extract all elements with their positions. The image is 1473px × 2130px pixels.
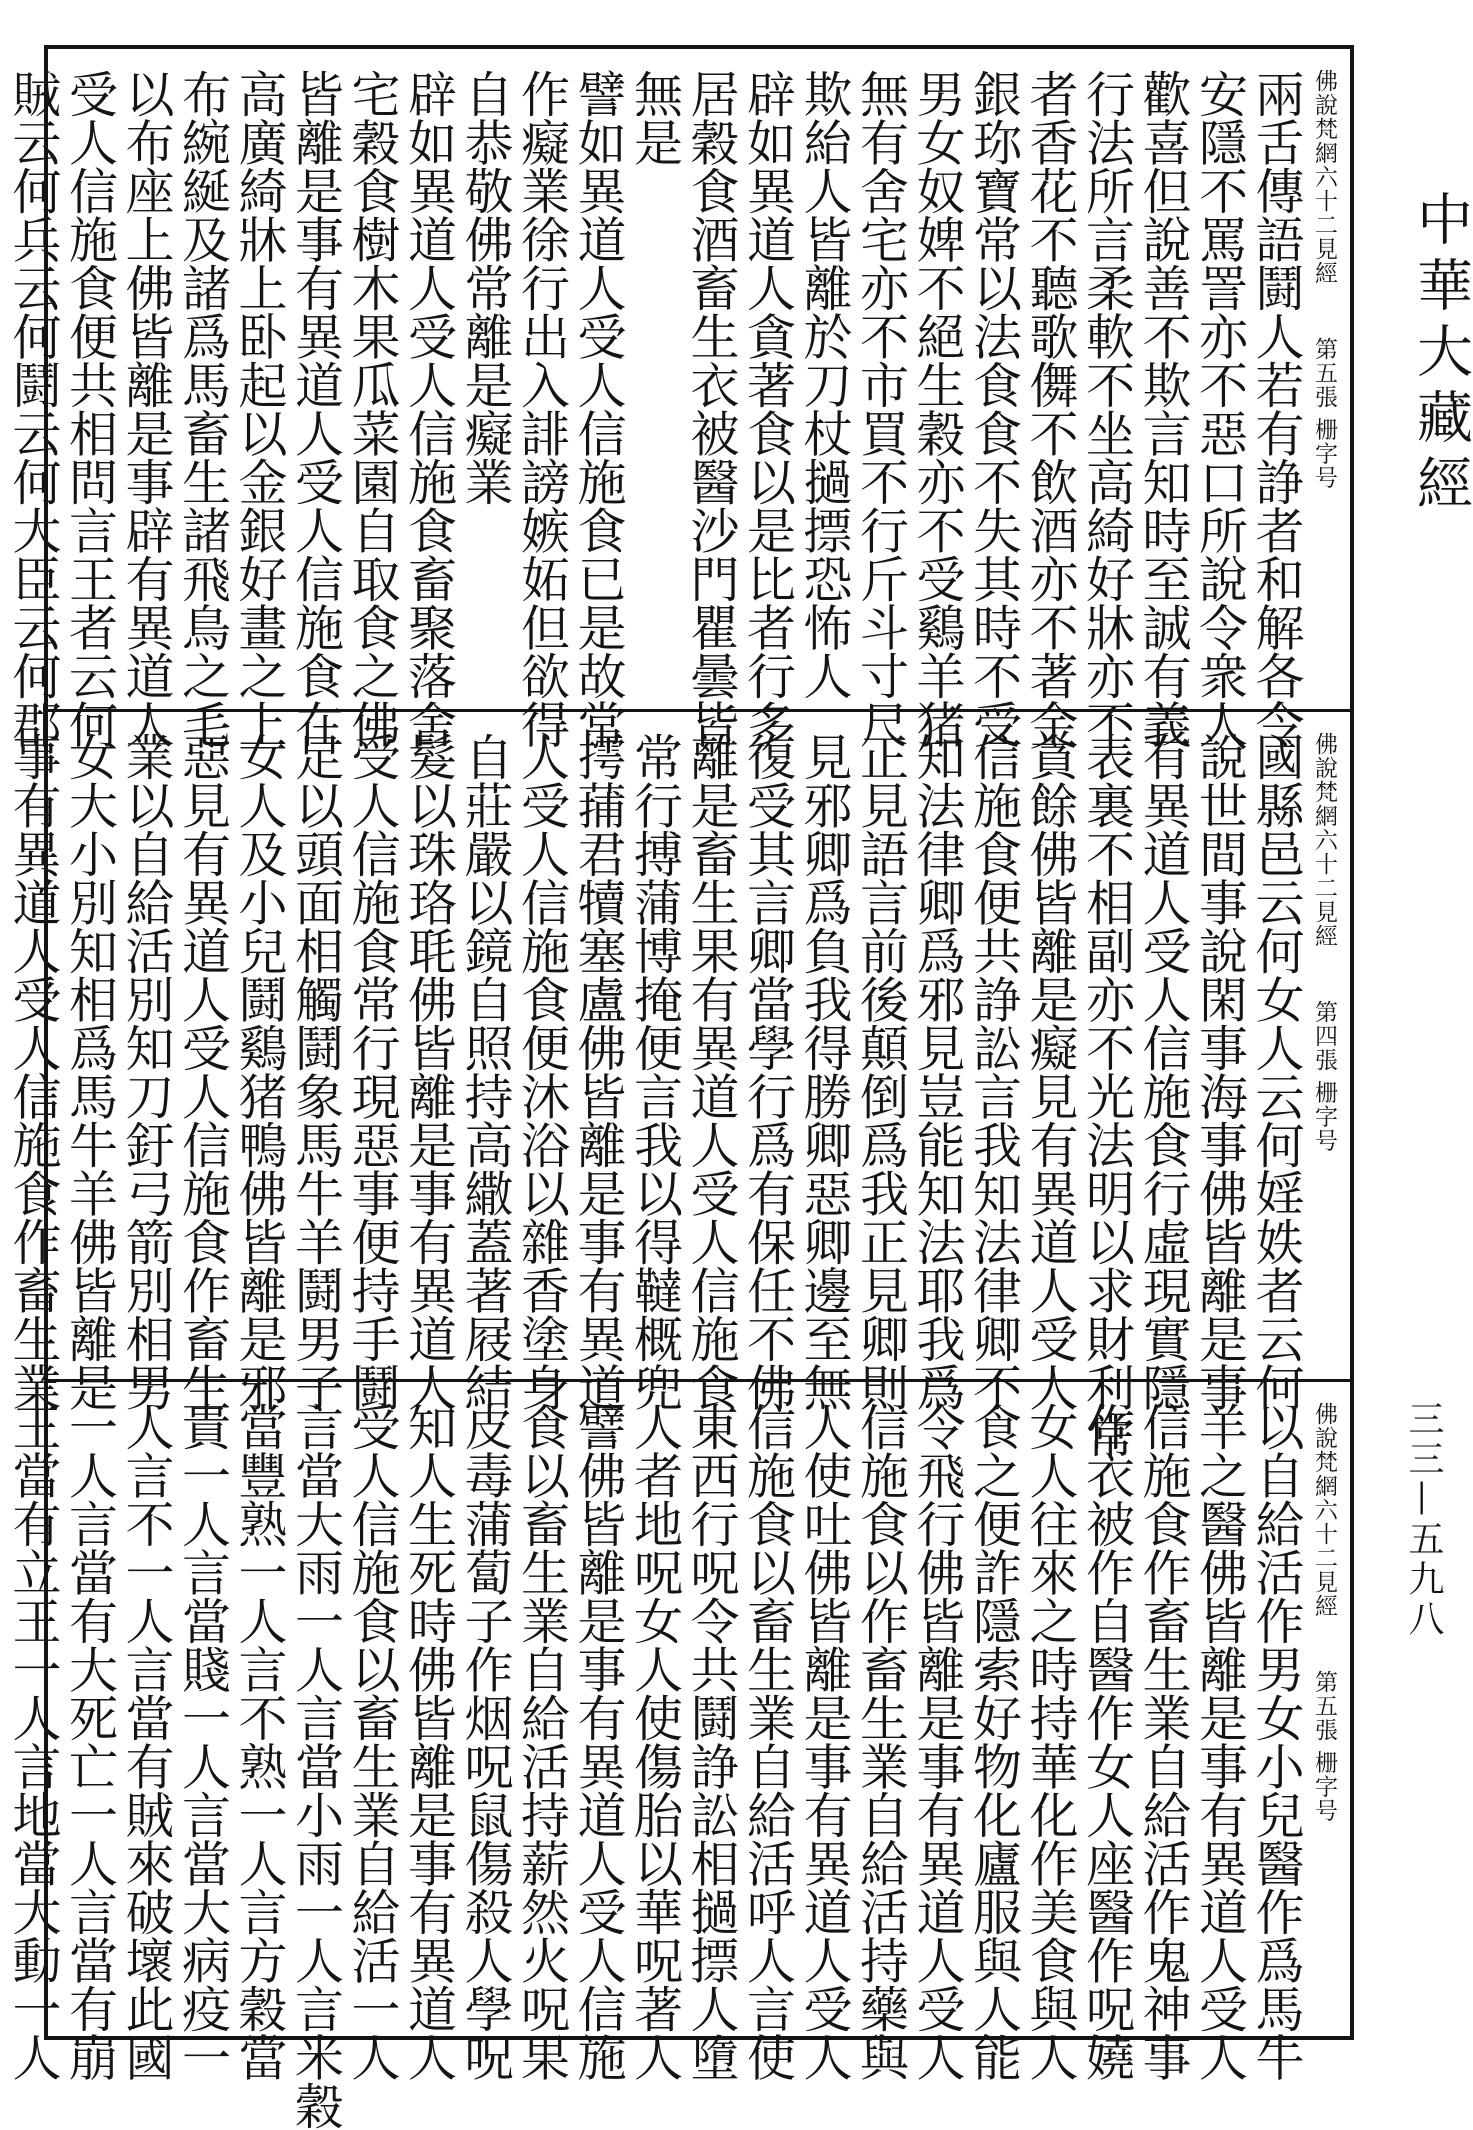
text-column: 知人生死時佛皆離是事有異道人 [400, 1402, 458, 2081]
text-column: 食之便詐隱索好物化廬服與人能 [965, 1402, 1023, 2081]
text-column: 者香花不聽歌儛不飲酒亦不著金 [1022, 69, 1079, 748]
text-column: 離是畜生果有異道人受人信施食 [683, 732, 740, 1411]
text-column: 王當有立王一人言地當大動一人 [5, 1402, 62, 2081]
text-column: 人使吐佛皆離是事有異道人受人 [796, 1402, 853, 2081]
text-column: 女人往來之時持華化作美食與人 [1022, 1402, 1079, 2081]
register-middle [5, 709, 1350, 1460]
text-column: 高廣綺牀上卧起以金銀好畫之上 [231, 69, 288, 748]
register-top [5, 49, 1350, 748]
sutra-title: 佛說梵網六十二見經 [1311, 732, 1337, 948]
page-folio: 三三—五九八 [1403, 1400, 1444, 1640]
text-column: 安隱不罵詈亦不惡口所說令衆人 [1191, 69, 1249, 748]
text-column: 自恭敬佛常離是癡業 [457, 69, 514, 506]
text-column: 皆離是事有異道人受人信施食在 [287, 69, 345, 748]
column-block [5, 732, 1344, 1460]
text-column: 復受其言卿當學行爲有保任不佛 [739, 732, 797, 1411]
text-column: 信施食作畜生業自給活作鬼神事 [1135, 1402, 1192, 2081]
text-column: 行法所言柔軟不坐高綺好牀亦不 [1078, 69, 1136, 748]
text-column: 惡見有異道人受人信施食作畜生 [174, 732, 232, 1411]
register-header [1304, 69, 1344, 691]
text-column: 作衣被作自醫作女人座醫作呪嬈 [1078, 1402, 1136, 2081]
text-column: 正見語言前後顛倒爲我正見卿則 [852, 732, 910, 1411]
edition-code: 栅字号 [1311, 417, 1337, 490]
text-column: 受人信施食以畜生業自給活一人 [344, 1402, 401, 2081]
sutra-title: 佛說梵網六十二見經 [1311, 1402, 1337, 1618]
column-block [5, 1402, 1344, 2130]
text-column: 知法律卿爲邪見豈能知法耶我爲 [909, 732, 966, 1411]
text-column: 東西行呪令共鬪諍訟相撾摽人墮 [683, 1402, 740, 2081]
sutra-title: 佛說梵網六十二見經 [1311, 69, 1337, 285]
text-column: 欺紿人皆離於刀杖撾摽恐怖人 [796, 69, 853, 700]
text-column: 一人言當有大死亡一人言當有崩 [61, 1402, 119, 2081]
text-column: 信施食以作畜生業自給活持藥與 [852, 1402, 910, 2081]
text-column: 人者地呪女人使傷胎以華呪著人 [626, 1402, 684, 2081]
text-column: 當豐熟一人言不熟一人言方穀當 [231, 1402, 288, 2081]
text-column: 摴蒱君犢塞盧佛皆離是事有異道 [570, 732, 627, 1411]
text-column: 羊之醫佛皆離是事有異道人受人 [1191, 1402, 1249, 2081]
text-column: 無有舍宅亦不市買不行斤斗寸尺 [852, 69, 910, 748]
text-column: 食以畜生業自給活持薪然火呪果 [513, 1402, 571, 2081]
text-column: 銀珎寶常以法食食不失其時不受 [965, 69, 1023, 748]
text-column: 人受人信施食便沐浴以雜香塗身 [513, 732, 571, 1411]
text-column: 人言不一人言當有賊來破壞此國 [118, 1402, 175, 2081]
text-column: 信施食以畜生業自給活呼人言使 [739, 1402, 797, 2081]
text-column: 受人信施食常行現惡事便持手鬪 [344, 732, 401, 1411]
text-column: 居穀食酒畜生衣被醫沙門瞿曇皆 [683, 69, 740, 748]
text-column: 貴一人言當賤一人言當大病疫一 [174, 1402, 232, 2081]
register-bottom [5, 1379, 1350, 2130]
text-column: 布綩綖及諸爲馬畜生諸飛鳥之毛 [174, 69, 232, 748]
text-column: 表裏不相副亦不光法明以求財利常 [1078, 732, 1136, 1460]
text-column: 常行搏蒲博掩便言我以得韃概兜 [626, 732, 684, 1411]
text-column: 兩舌傳語鬪人若有諍者和解各令 [1248, 69, 1305, 748]
text-column: 貪餘佛皆離是癡見有異道人受人 [1022, 732, 1079, 1411]
text-column: 以布座上佛皆離是事辟有異道人 [118, 69, 175, 748]
text-column: 皮毒蒲蔔子作烟呪鼠傷殺人學呪 [457, 1402, 514, 2081]
text-column: 業以自給活別知刀釪弓箭別相男 [118, 732, 175, 1411]
text-column: 無是 [626, 69, 684, 166]
text-column: 受人信施食便共相問言王者云何 [61, 69, 119, 748]
text-column: 歡喜但說善不欺言知時至誠有義 [1135, 69, 1192, 748]
text-column: 有異道人受人信施食行虛現實隱 [1135, 732, 1192, 1411]
text-column: 國縣邑云何女人云何婬妷者云何 [1248, 732, 1305, 1411]
text-column: 事有異道人受人信施食作畜生業 [5, 732, 62, 1411]
register-header [1304, 1402, 1344, 2022]
text-column: 自莊嚴以鏡自照持高繖蓋著屐結 [457, 732, 514, 1411]
text-column: 作癡業徐行出入誹謗嫉妬但欲得 [513, 69, 571, 748]
text-column: 信施食便共諍訟言我知法律卿不 [965, 732, 1023, 1411]
sheet-number: 第五張 [1311, 337, 1337, 409]
sheet-number: 第五張 [1311, 1670, 1337, 1742]
text-column: 以自給活作男女小兒醫作爲馬牛 [1248, 1402, 1305, 2081]
text-column: 辟如異道人貪著食以是比者行多 [739, 69, 797, 748]
text-column: 見邪卿爲負我得勝卿惡卿邊至無 [796, 732, 853, 1411]
sheet-number: 第四張 [1311, 1000, 1337, 1072]
text-column: 說世間事說閑事海事佛皆離是事 [1191, 732, 1249, 1411]
text-frame [5, 45, 1354, 2130]
register-header [1304, 732, 1344, 1361]
collection-title: 中華大藏經 [1408, 190, 1473, 520]
text-column: 男女奴婢不絕生穀亦不受鷄羊猪 [909, 69, 966, 748]
text-column: 譬如異道人受人信施食已是故常 [570, 69, 627, 748]
edition-code: 栅字号 [1311, 1080, 1337, 1153]
text-column: 譬佛皆離是事有異道人受人信施 [570, 1402, 627, 2081]
text-column: 賊云何兵云何鬪云何大臣云何郡 [5, 69, 62, 748]
column-block [5, 69, 1344, 748]
text-column: 女大小別知相爲馬牛羊佛皆離是 [61, 732, 119, 1411]
text-column: 言當大雨一人言當小雨一人言米穀 [287, 1402, 345, 2130]
text-column: 辟如異道人受人信施食畜聚落舍 [400, 69, 458, 748]
edition-code: 栅字号 [1311, 1750, 1337, 1823]
text-column: 女人及小兒鬪鷄猪鴨佛皆離是邪 [231, 732, 288, 1411]
text-column: 令飛行佛皆離是事有異道人受人 [909, 1402, 966, 2081]
text-column: 足以頭面相觸鬪象馬牛羊鬪男子 [287, 732, 345, 1411]
text-column: 髮以珠珞毦佛皆離是事有異道人 [400, 732, 458, 1411]
text-column: 宅穀食樹木果瓜菜園自取食之佛 [344, 69, 401, 748]
